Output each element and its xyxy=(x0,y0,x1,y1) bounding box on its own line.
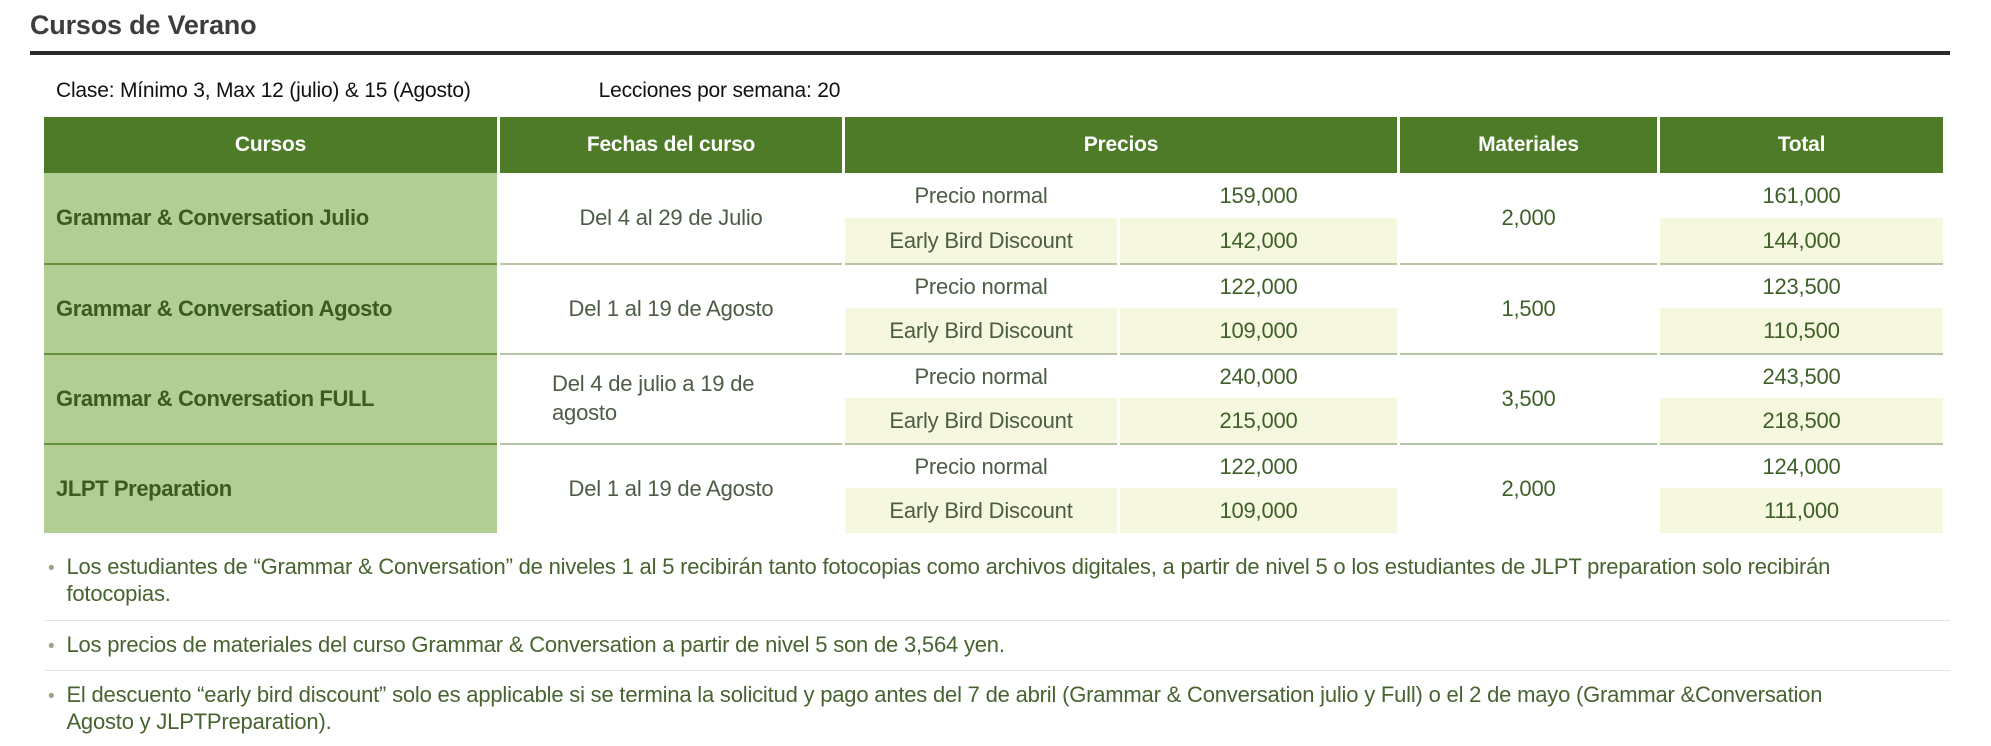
class-size-info: Clase: Mínimo 3, Max 12 (julio) & 15 (Agosto) xyxy=(56,79,471,102)
course-name-cell: Grammar & Conversation FULL xyxy=(44,353,497,443)
total-early-value: 144,000 xyxy=(1660,218,1943,263)
course-row xyxy=(44,173,1960,263)
course-dates-cell xyxy=(500,263,842,353)
header-fechas-del-curso: Fechas del curso xyxy=(500,117,842,173)
note-text: El descuento “early bird discount” solo es applicable si se termina la solicitud y pago antes del 7 de abril (Grammar & Conversation julio y Full) o el 2 de mayo (Grammar &Conversation Agosto y JLPTPreparation). xyxy=(66,682,1823,735)
course-name-cell: JLPT Preparation xyxy=(44,443,497,533)
note-item-materials-delivery xyxy=(44,543,1950,620)
total-normal-value: 243,500 xyxy=(1660,353,1943,398)
course-dates-text: Del 1 al 19 de Agosto xyxy=(568,475,774,501)
summer-courses-page xyxy=(0,10,1991,746)
course-dates-text: Del 4 al 29 de Julio xyxy=(579,204,763,230)
early-bird-label: Early Bird Discount xyxy=(845,218,1117,263)
course-price-table xyxy=(44,117,1960,533)
materials-value: 2,000 xyxy=(1400,173,1657,263)
header-total: Total xyxy=(1660,117,1943,173)
total-early-value: 110,500 xyxy=(1660,308,1943,353)
early-bird-label: Early Bird Discount xyxy=(845,488,1117,533)
table-body xyxy=(44,173,1960,533)
course-name-cell: Grammar & Conversation Agosto xyxy=(44,263,497,353)
note-item-early-bird-conditions xyxy=(44,670,1950,746)
title-rule xyxy=(30,51,1950,55)
price-early-value: 109,000 xyxy=(1120,488,1397,533)
course-dates-text: Del 4 de julio a 19 de agosto xyxy=(552,371,755,425)
header-cursos: Cursos xyxy=(44,117,497,173)
total-early-value: 111,000 xyxy=(1660,488,1943,533)
course-row xyxy=(44,353,1960,443)
header-precios: Precios xyxy=(845,117,1397,173)
price-normal-label: Precio normal xyxy=(845,263,1117,308)
materials-value: 2,000 xyxy=(1400,443,1657,533)
note-text: Los precios de materiales del curso Grammar & Conversation a partir de nivel 5 son de 3,564 yen. xyxy=(66,631,1005,657)
bullet-icon: • xyxy=(48,558,55,579)
notes-list xyxy=(44,543,1950,746)
bullet-icon: • xyxy=(48,686,55,708)
note-text: Los estudiantes de “Grammar & Conversation” de niveles 1 al 5 recibirán tanto fotocopias como archivos digitales, a partir de nivel 5 o los estudiantes de JLPT preparation solo recibirán fotocopias. xyxy=(66,554,1831,606)
course-name-cell: Grammar & Conversation Julio xyxy=(44,173,497,263)
total-normal-value: 124,000 xyxy=(1660,443,1943,488)
course-row xyxy=(44,263,1960,353)
bullet-icon: • xyxy=(48,635,55,657)
total-normal-value: 123,500 xyxy=(1660,263,1943,308)
price-normal-value: 240,000 xyxy=(1120,353,1397,398)
page-title: Cursos de Verano xyxy=(30,10,257,40)
note-item-materials-price xyxy=(44,620,1950,671)
early-bird-label: Early Bird Discount xyxy=(845,308,1117,353)
materials-value: 1,500 xyxy=(1400,263,1657,353)
course-row xyxy=(44,443,1960,533)
price-early-value: 142,000 xyxy=(1120,218,1397,263)
table-header-row xyxy=(44,117,1960,173)
lessons-per-week-info: Lecciones por semana: 20 xyxy=(598,79,841,102)
price-early-value: 109,000 xyxy=(1120,308,1397,353)
total-early-value: 218,500 xyxy=(1660,398,1943,443)
course-dates-cell xyxy=(500,173,842,263)
course-dates-text: Del 1 al 19 de Agosto xyxy=(568,295,774,321)
header-materiales: Materiales xyxy=(1400,117,1657,173)
early-bird-label: Early Bird Discount xyxy=(845,398,1117,443)
course-dates-cell xyxy=(500,443,842,533)
class-meta-row xyxy=(56,79,1991,103)
price-normal-value: 159,000 xyxy=(1120,173,1397,218)
total-normal-value: 161,000 xyxy=(1660,173,1943,218)
price-normal-label: Precio normal xyxy=(845,353,1117,398)
price-early-value: 215,000 xyxy=(1120,398,1397,443)
price-normal-label: Precio normal xyxy=(845,173,1117,218)
price-normal-value: 122,000 xyxy=(1120,443,1397,488)
price-normal-label: Precio normal xyxy=(845,443,1117,488)
materials-value: 3,500 xyxy=(1400,353,1657,443)
price-normal-value: 122,000 xyxy=(1120,263,1397,308)
course-dates-cell xyxy=(500,353,842,443)
